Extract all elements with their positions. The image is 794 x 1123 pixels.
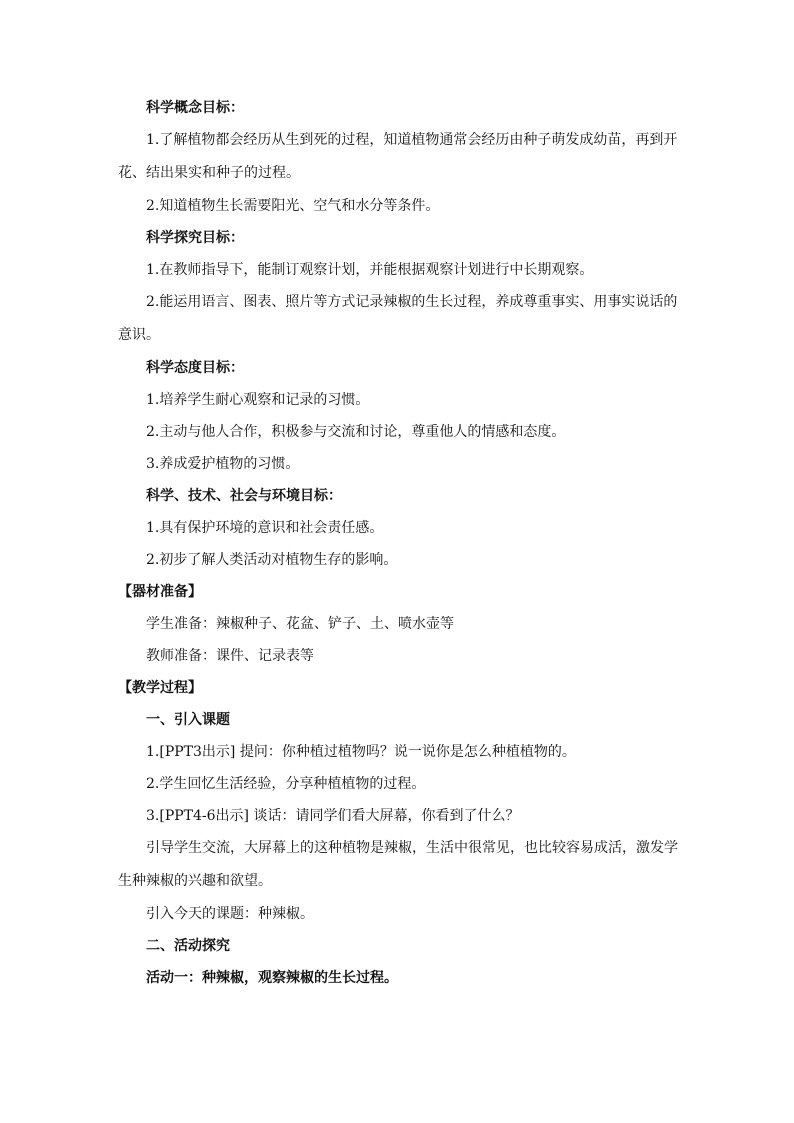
paragraph-intro-topic: 引入今天的课题：种辣椒。	[146, 906, 314, 922]
paragraph-concept-1: 1.了解植物都会经历从生到死的过程，知道植物通常会经历由种子萌发成幼苗，再到开花、结出果实和种子的过程。	[118, 132, 678, 181]
paragraph-stse-2: 2.初步了解人类活动对植物生存的影响。	[146, 552, 398, 568]
paragraph-intro-2: 2.学生回忆生活经验，分享种植植物的过程。	[146, 776, 426, 792]
heading-activity-inquiry: 二、活动探究	[146, 938, 230, 954]
heading-stse-goal: 科学、技术、社会与环境目标：	[146, 488, 342, 504]
paragraph-attitude-1: 1.培养学生耐心观察和记录的习惯。	[146, 392, 370, 408]
heading-activity-one: 活动一：种辣椒，观察辣椒的生长过程。	[146, 970, 398, 986]
document-body	[118, 100, 678, 1002]
heading-inquiry-goal: 科学探究目标：	[146, 230, 244, 246]
paragraph-inquiry-1: 1.在教师指导下，能制订观察计划，并能根据观察计划进行中长期观察。	[146, 262, 594, 278]
paragraph-concept-2: 2.知道植物生长需要阳光、空气和水分等条件。	[146, 198, 440, 214]
section-teaching-process: 【教学过程】	[118, 680, 202, 696]
paragraph-teacher-materials: 教师准备：课件、记录表等	[146, 648, 314, 664]
paragraph-intro-3: 3.[PPT4-6出示] 谈话：请同学们看大屏幕，你看到了什么？	[146, 808, 520, 824]
paragraph-attitude-2: 2.主动与他人合作，积极参与交流和讨论，尊重他人的情感和态度。	[146, 424, 566, 440]
section-materials: 【器材准备】	[118, 584, 202, 600]
paragraph-intro-1: 1.[PPT3出示] 提问：你种植过植物吗？说一说你是怎么种植植物的。	[146, 744, 576, 760]
paragraph-inquiry-2: 2.能运用语言、图表、照片等方式记录辣椒的生长过程，养成尊重事实、用事实说话的意识。	[118, 294, 678, 343]
heading-introduction: 一、引入课题	[146, 712, 230, 728]
heading-attitude-goal: 科学态度目标：	[146, 360, 244, 376]
paragraph-attitude-3: 3.养成爱护植物的习惯。	[146, 456, 300, 472]
paragraph-intro-guide: 引导学生交流，大屏幕上的这种植物是辣椒，生活中很常见，也比较容易成活，激发学生种辣椒的兴趣和欲望。	[118, 840, 678, 889]
paragraph-student-materials: 学生准备：辣椒种子、花盆、铲子、土、喷水壶等	[146, 616, 454, 632]
paragraph-stse-1: 1.具有保护环境的意识和社会责任感。	[146, 520, 384, 536]
heading-concept-goal: 科学概念目标：	[146, 100, 244, 116]
